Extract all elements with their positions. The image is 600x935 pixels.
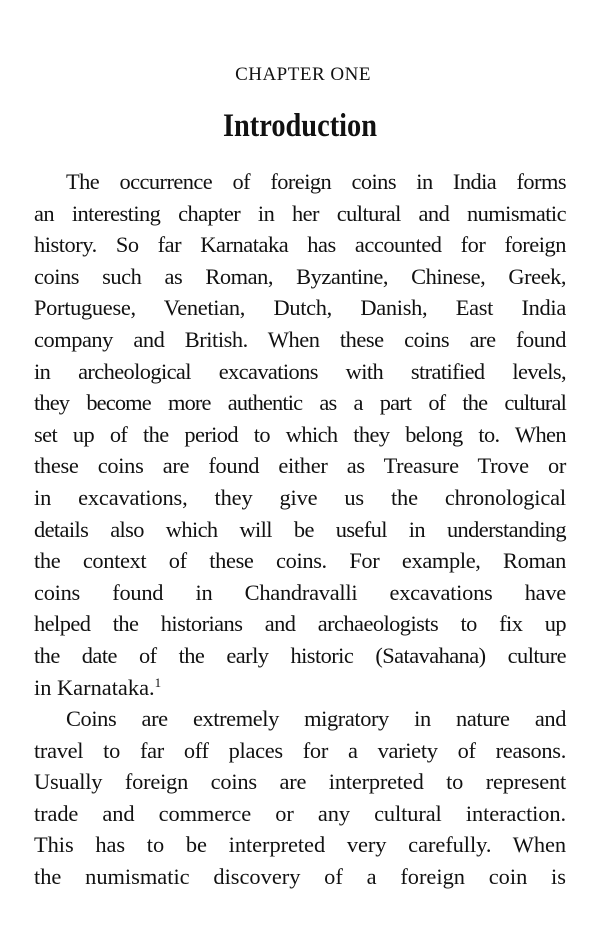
text-line: an interesting chapter in her cultural and numismatic xyxy=(34,200,566,226)
text-line: Portuguese, Venetian, Dutch, Danish, East India xyxy=(34,295,566,321)
text-line: details also which will be useful in understanding xyxy=(34,516,566,542)
text-line: coins found in Chandravalli excavations have xyxy=(34,579,566,605)
text-line: in archeological excavations with stratified levels, xyxy=(34,358,566,384)
text-line: The occurrence of foreign coins in India forms xyxy=(66,169,566,194)
text-line: coins such as Roman, Byzantine, Chinese, Greek, xyxy=(34,263,566,289)
text-line: they become more authentic as a part of the cultural xyxy=(34,390,566,416)
text-line-content: in Karnataka. xyxy=(34,674,155,700)
paragraph-2 xyxy=(34,703,566,893)
chapter-title: Introduction xyxy=(222,108,378,144)
chapter-label: CHAPTER ONE xyxy=(235,64,371,85)
text-line: the context of these coins. For example, Roman xyxy=(34,548,566,574)
text-line: history. So far Karnataka has accounted for foreign xyxy=(34,232,566,258)
footnote-reference: 1 xyxy=(154,674,162,690)
text-line: helped the historians and archaeologists to fix up xyxy=(34,611,566,637)
text-line: these coins are found either as Treasure Trove or xyxy=(34,453,566,479)
text-line: Usually foreign coins are interpreted to represent xyxy=(34,769,566,795)
text-line: This has to be interpreted very carefully. When xyxy=(34,832,566,858)
text-line: trade and commerce or any cultural interaction. xyxy=(34,800,566,826)
text-line: the date of the early historic (Satavahana) culture xyxy=(34,642,566,668)
text-line: Coins are extremely migratory in nature and xyxy=(66,706,566,732)
paragraph-1 xyxy=(34,166,566,703)
body-text xyxy=(34,166,566,893)
text-line: company and British. When these coins are found xyxy=(34,326,566,352)
text-line: set up of the period to which they belong to. When xyxy=(34,421,566,447)
text-line: in excavations, they give us the chronological xyxy=(34,484,566,510)
text-line: the numismatic discovery of a foreign coin is xyxy=(34,864,566,890)
text-line-last xyxy=(34,672,566,704)
text-line: travel to far off places for a variety of reasons. xyxy=(34,737,566,763)
